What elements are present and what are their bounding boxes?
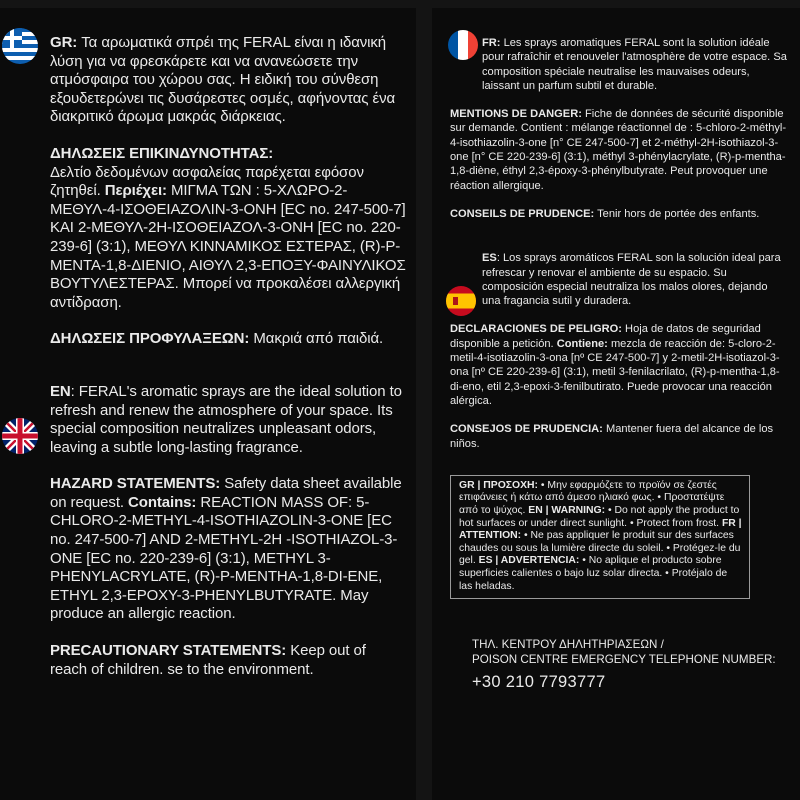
fr-intro: FR: Les sprays aromatiques FERAL sont la solution idéale pour rafraîchir et renouveler l'atmosphère de votre espace. Sa composition spéciale neutralise les mauvaises odeurs, laissant un parfum subtil et durable.	[482, 37, 790, 92]
right-panel	[432, 8, 800, 800]
united-kingdom-flag-icon	[2, 418, 38, 454]
france-flag-icon	[448, 30, 478, 60]
greece-flag-icon	[2, 28, 38, 64]
en-intro: EN: FERAL's aromatic sprays are the ideal solution to refresh and renew the atmosphere of your space. Its special composition neutralizes unpleasant odors, leaving a subtle long-lasting fragrance.	[50, 382, 406, 456]
es-precautionary-statements: CONSEJOS DE PRUDENCIA: Mantener fuera del alcance de los niños.	[450, 423, 777, 450]
gr-intro: GR: Τα αρωματικά σπρέι της FERAL είναι η ιδανική λύση για να φρεσκάρετε και να ανανεώσετε την ατμόσφαιρα του χώρου σας. Η ειδική του σύνθεση εξουδετερώνει τις δυσάρεστες οσμές, αφήνοντας ένα διακριτικό άρωμα μακράς διάρκειας.	[50, 34, 400, 126]
left-panel	[0, 8, 416, 800]
fr-hazard-statements: MENTIONS DE DANGER: Fiche de données de sécurité disponible sur demande. Contient : mélange réactionnel de : 5-chloro-2-méthyl-4-isothiazolin-3-one [n° CE 247-500-7] et 2-méthyl-2H-isothiazol-3-one [n° CE 220-239-6] (3:1), méthyl 3-phénylacrylate, (R)-p-mentha-1,8-diène, éthyl 2,3-époxy-3-phénylbutyrate. Peut provoquer une réaction allergique.	[450, 108, 787, 192]
warning-box: GR | ΠΡΟΣΟΧΗ: • Μην εφαρμόζετε το προϊόν σε ζεστές επιφάνειες ή κάτω από άμεσο ηλιακό φως. • Προστατέψτε από το ψύχος. EN | WARNING: • Do not apply the product to hot surfaces or under direct sunlight. • Protect from frost. FR | ATTENTION: • Ne pas appliquer le produit sur des surfaces chaudes ou sous la lumière directe du soleil. • Protégez-le du gel. ES | ADVERTENCIA: • No aplique el producto sobre superficies calientes o bajo luz solar directa. • Protéjalo de las heladas.	[450, 475, 750, 599]
poison-centre	[472, 637, 788, 667]
spain-flag-icon	[446, 286, 476, 316]
fr-precautionary-statements: CONSEILS DE PRUDENCE: Tenir hors de portée des enfants.	[450, 207, 760, 220]
poison-centre-phone: +30 210 7793777	[472, 673, 606, 692]
fr-code: FR:	[482, 37, 501, 49]
en-precautionary-statements: PRECAUTIONARY STATEMENTS: Keep out of reach of children. se to the environment.	[50, 642, 370, 678]
poison-centre-label-gr: ΤΗΛ. ΚΕΝΤΡΟΥ ΔΗΛΗΤΗΡΙΑΣΕΩΝ /	[472, 638, 664, 652]
es-intro: ES: Los sprays aromáticos FERAL son la solución ideal para refrescar y renovar el ambiente de su espacio. Su composición especial neutraliza los malos olores, dejando una fragancia sutil y duradera.	[482, 252, 784, 308]
gr-hazard-statements: ΔΗΛΩΣΕΙΣ ΕΠΙΚΙΝΔΥΝΟΤΗΤΑΣ: Δελτίο δεδομένων ασφαλείας παρέχεται εφόσον ζητηθεί. Περιέχει: ΜΙΓΜΑ ΤΩΝ : 5-ΧΛΩΡΟ-2-ΜΕΘΥΛ-4-ΙΣΟΘΕΙΑΖΟΛΙΝ-3-ΟΝΗ [EC no. 247-500-7] ΚΑΙ 2-ΜΕΘΥΛ-2Η-ΙΣΟΘΕΙΑΖΟΛ-3-ΟΝΗ [EC no. 220-239-6] (3:1), ΜΕΘΥΛ ΚΙΝΝΑΜΙΚΟΣ ΕΣΤΕΡΑΣ, (R)-Ρ-ΜΕΝΤΑ-1,8-ΔΙΕΝΙΟ, ΑΙΘΥΛ 2,3-ΕΠΟΞΥ-ΦΑΙΝΥΛΙΚΟΣ ΒΟΥΤΥΛΕΣΤΕΡΑΣ. Μπορεί να προκαλέσει αλλεργική αντίδραση.	[50, 144, 410, 311]
gr-code: GR:	[50, 34, 78, 51]
gr-precautionary-statements: ΔΗΛΩΣΕΙΣ ΠΡΟΦΥΛΑΞΕΩΝ: Μακριά από παιδιά.	[50, 330, 384, 348]
es-hazard-statements: DECLARACIONES DE PELIGRO: Hoja de datos de seguridad disponible a petición. Contiene: mezcla de reacción de: 5-cloro-2-metil-4-isotiazolin-3-ona [nº CE 247-500-7] y 2-metil-2H-isotiazol-3-ona [nº CE 220-239-6] (3:1), metil 3-fenilacrilato, (R)-p-mentha-1,8-di-eno, etil 2,3-epoxi-3-fenilbutirato. Puede provocar una reacción alérgica.	[450, 323, 780, 407]
poison-centre-label-en: POISON CENTRE EMERGENCY TELEPHONE NUMBER:	[472, 653, 776, 667]
es-code: ES	[482, 252, 497, 265]
en-code: EN	[50, 382, 71, 400]
en-hazard-statements: HAZARD STATEMENTS: Safety data sheet available on request. Contains: REACTION MASS OF: 5-CHLORO-2-METHYL-4-ISOTHIAZOLIN-3-ONE [EC no. 247-500-7] AND 2-METHYL-2H -ISOTHIAZOL-3-ONE [EC no. 220-239-6] (3:1), METHYL 3-PHENYLACRYLATE, (R)-P-MENTHA-1,8-DI-ENE, ETHYL 2,3-EPOXY-3-PHENYLBUTYRATE. May produce an allergic reaction.	[50, 475, 406, 623]
